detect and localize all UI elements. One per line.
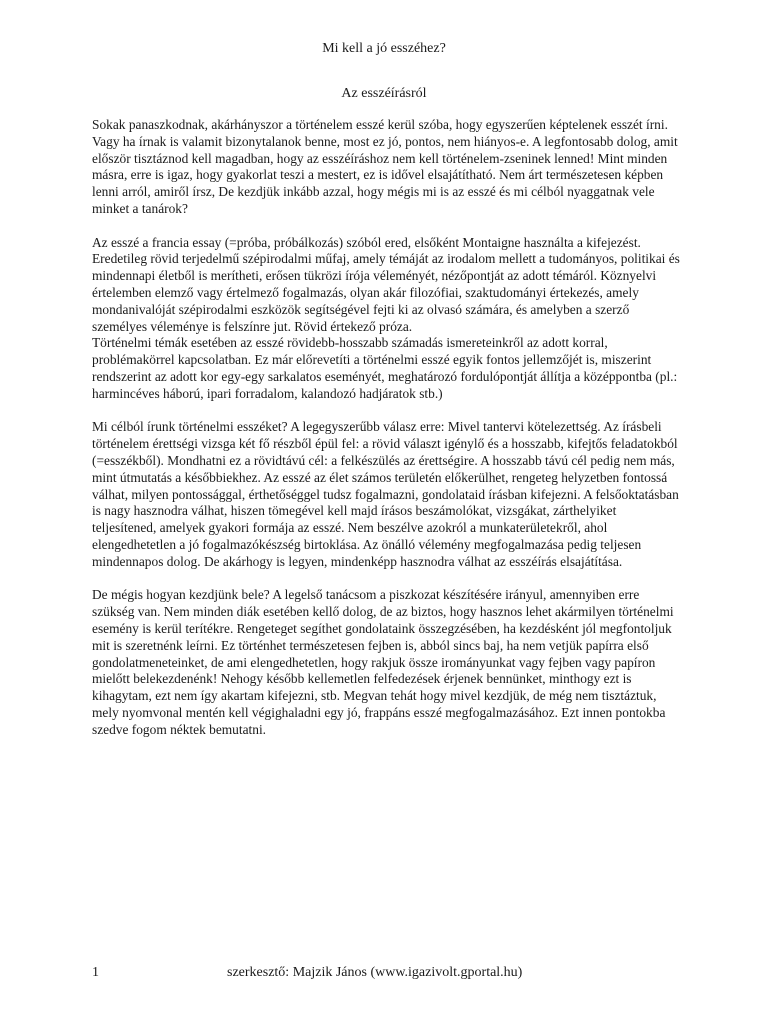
page-number: 1 [92,965,99,980]
section-title: Az esszéírásról [341,86,427,101]
paragraph-how-to-start: De mégis hogyan kezdjünk bele? A legelső tanácsom a piszkozat készítésére irányul, amennyiben erre szükség van. Nem minden diák esetében kellő dolog, de az biztos, hogy hasznos lehet akármilyen történelmi esemény is kerül terítékre. Rengeteget segíthet gondolataink összegzésében, ha kezdésként jól megfontoljuk mit is szeretnénk leírni. Ez történhet természetesen fejben is, abból sincs baj, ha nem vetjük papírra első gondolatmeneteinket, de ami elengedhetetlen, hogy rakjuk össze irományunkat vagy fejben vagy papíron mielőtt belekezdenénk! Nehogy később kellemetlen felfedezések érjenek bennünket, minthogy ezt is kihagytam, ezt nem így akartam kifejezni, stb. Megvan tehát hogy mivel kezdjük, de még nem tisztáztuk, mely nyomvonal mentén kell végighaladni egy jó, frappáns esszé megfogalmazásához. Ezt innen pontokba szedve fogom néktek bemutatni. [92,587,674,737]
paragraph-historical-topics: Történelmi témák esetében az esszé rövidebb-hosszabb számadás ismereteinkről az adott korral, problémakörrel kapcsolatban. Ez már előrevetíti a történelmi esszé egyik fontos jellemzőjét is, miszerint rendszerint az adott kor egy-egy sarkalatos eseményét, meghatározó fordulópontját állítja a középpontba (pl.: harmincéves háború, ipari forradalom, kalandozó hadjáratok stb.) [92,335,678,401]
document-title: Mi kell a jó esszéhez? [322,41,446,56]
footer-credit: szerkesztő: Majzik János (www.igazivolt.gportal.hu) [227,965,523,980]
paragraph-purpose: Mi célból írunk történelmi esszéket? A legegyszerűbb válasz erre: Mivel tantervi kötelezettség. Az írásbeli történelem érettségi vizsga két fő részből épül fel: a rövid választ igénylő és a hosszabb, kifejtős feladatokból (=esszékből). Mondhatni ez a rövidtávú cél: a felkészülés az érettségire. A hosszabb távú cél pedig nem más, mint útmutatás a későbbiekhez. Az esszé az élet számos területén előkerülhet, rengeteg helyzetben fontossá válhat, milyen pontossággal, érthetőséggel tudsz fogalmazni, gondolataid írásban kifejezni. A felsőoktatásban is nagy hasznodra válhat, hiszen tömegével kell majd írásos beszámolókat, vizsgákat, zárthelyiket teljesítened, amelyek gyakori formája az esszé. Nem beszélve azokról a munkaterületekről, ahol elengedhetetlen a jó fogalmazókészség birtoklása. Az önálló vélemény megfogalmazása pedig teljesen mindennapos dolog. De akárhogy is legyen, mindenképp hasznodra válhat az esszéírás elsajátítása. [92,419,679,569]
document-body [92,117,682,755]
paragraph-intro: Sokak panaszkodnak, akárhányszor a történelem esszé kerül szóba, hogy egyszerűen képtelenek esszét írni. Vagy ha írnak is valamit bizonytalanok benne, most ez jó, pontos, nem hiányos-e. A legfontosabb dolog, amit először tisztáznod kell magadban, hogy az esszéíráshoz nem kell történelem-zseninek lenned! Mint minden másra, erre is igaz, hogy gyakorlat teszi a mestert, ez is idővel elsajátítható. Nem árt természetesen képben lenni arról, amiről írsz, De kezdjük inkább azzal, hogy mégis mi is az esszé és mi célból nyaggatnak vele minket a tanárok? [92,117,678,216]
paragraph-definition: Az esszé a francia essay (=próba, próbálkozás) szóból ered, elsőként Montaigne használta a kifejezést. Eredetileg rövid terjedelmű szépirodalmi műfaj, amely témáját az irodalom mellett a tudományos, politikai és mindennapi életből is merítheti, erősen tükrözi írója véleményét, nézőpontját az adott témáról. Köznyelvi értelemben elemző vagy értelmező fogalmazás, olyan akár filozófiai, szaktudományi értekezés, amely mondanivalóját szépirodalmi eszközök segítségével fejti ki az olvasó számára, és amelyben a szerző személyes véleménye is felszínre jut. Rövid értekező próza. [92,234,680,334]
